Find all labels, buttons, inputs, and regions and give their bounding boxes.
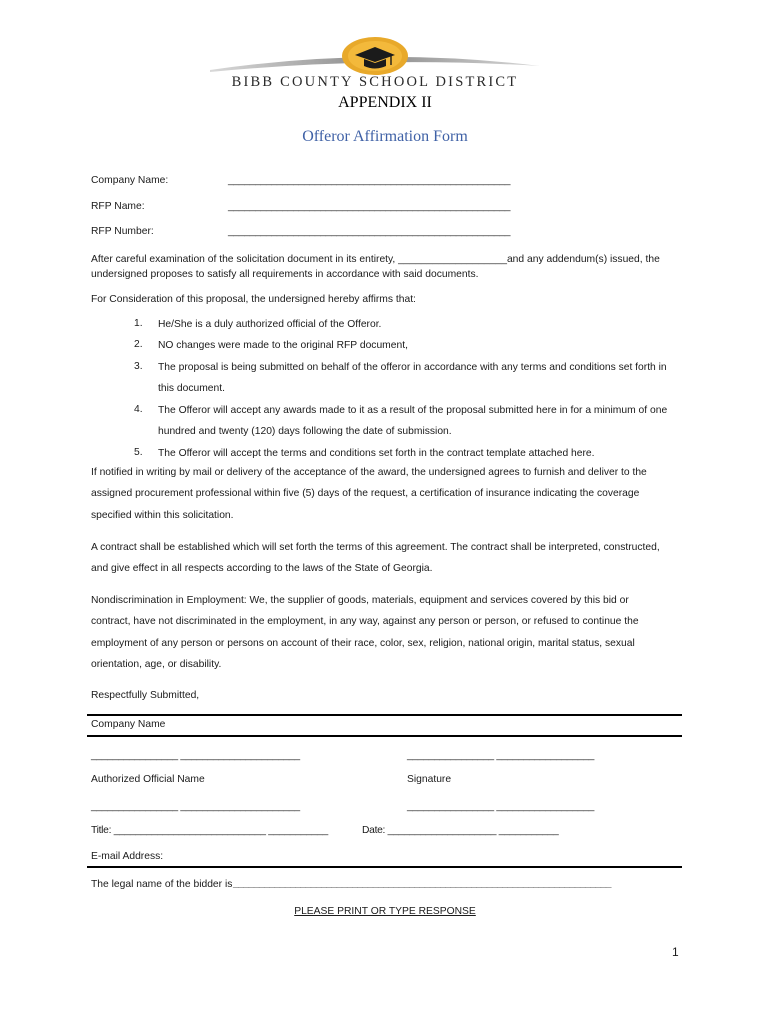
nondiscrimination-paragraph — [91, 590, 691, 675]
signature-field-2[interactable]: ________________ __________________ — [407, 801, 595, 812]
rfp-name-field[interactable]: ____________________________________________________ — [228, 201, 511, 212]
examination-line-2: undersigned proposes to satisfy all requirements in accordance with said documents. — [91, 269, 479, 280]
consideration-paragraph: For Consideration of this proposal, the undersigned hereby affirms that: — [91, 294, 416, 305]
email-field-rule[interactable] — [87, 866, 682, 868]
item-number: 3. — [134, 361, 143, 372]
authorized-official-field-2[interactable]: ________________ ______________________ — [91, 801, 300, 812]
paragraph-line: Nondiscrimination in Employment: We, the supplier of goods, materials, equipment and services covered by this bid or — [91, 595, 629, 606]
item-text — [158, 400, 693, 443]
paragraph-line: and give effect in all respects according to the laws of the State of Georgia. — [91, 563, 433, 575]
contract-paragraph — [91, 537, 691, 580]
company-name-label: Company Name: — [91, 175, 169, 186]
rfp-number-label: RFP Number: — [91, 226, 154, 237]
company-name-field[interactable]: ____________________________________________________ — [228, 175, 511, 186]
email-label: E-mail Address: — [91, 851, 164, 862]
district-name: BIBB COUNTY SCHOOL DISTRICT — [231, 74, 519, 90]
paragraph-line: employment of any person or persons on account of their race, color, sex, religion, national origin, marital status, sexual — [91, 637, 635, 649]
rfp-name-label: RFP Name: — [91, 201, 145, 212]
authorized-official-field[interactable]: ________________ ______________________ — [91, 750, 300, 761]
signature-label: Signature — [407, 774, 452, 785]
item-number: 5. — [134, 447, 143, 458]
title-field[interactable]: Title: ____________________________ ___________ — [91, 825, 328, 836]
authorized-official-label: Authorized Official Name — [91, 774, 205, 785]
item-text-line: this document. — [158, 383, 225, 395]
legal-name-field[interactable]: _________________________________________________________________________ — [233, 878, 611, 889]
item-number: 2. — [134, 339, 143, 350]
examination-line-1: After careful examination of the solicitation document in its entirety, ___________________and any addendum(s) issued, the — [91, 254, 660, 265]
item-text: NO changes were made to the original RFP document, — [158, 340, 408, 351]
examination-paragraph — [91, 252, 681, 282]
form-title: Offeror Affirmation Form — [302, 128, 468, 145]
notification-paragraph — [91, 462, 691, 526]
item-text-line: The Offeror will accept any awards made to it as a result of the proposal submitted here in for a minimum of one — [158, 405, 668, 416]
item-text — [158, 357, 693, 400]
appendix-heading: APPENDIX II — [338, 94, 432, 111]
print-notice: PLEASE PRINT OR TYPE RESPONSE — [294, 906, 476, 917]
item-text-line: hundred and twenty (120) days following the date of submission. — [158, 426, 452, 438]
item-text: He/She is a duly authorized official of the Offeror. — [158, 319, 382, 330]
company-name-underline[interactable] — [87, 735, 682, 737]
item-text: The Offeror will accept the terms and conditions set forth in the contract template attached here. — [158, 448, 595, 459]
paragraph-line: If notified in writing by mail or delivery of the acceptance of the award, the undersigned agrees to furnish and deliver to the — [91, 467, 647, 478]
respectfully-submitted: Respectfully Submitted, — [91, 690, 200, 701]
paragraph-line: A contract shall be established which will set forth the terms of this agreement. The contract shall be interpreted, constructed, — [91, 542, 660, 553]
paragraph-line: assigned procurement professional within five (5) days of the request, a certification of insurance indicating the coverage — [91, 488, 640, 500]
paragraph-line: orientation, age, or disability. — [91, 658, 222, 670]
item-number: 4. — [134, 404, 143, 415]
rfp-number-field[interactable]: ____________________________________________________ — [228, 226, 511, 237]
company-name-rule — [87, 714, 682, 716]
date-field[interactable]: Date: ____________________ ___________ — [362, 825, 559, 836]
company-name-sign-label: Company Name — [91, 719, 166, 730]
page-number: 1 — [672, 945, 679, 959]
legal-name-label: The legal name of the bidder is — [91, 879, 233, 890]
paragraph-line: specified within this solicitation. — [91, 509, 234, 521]
signature-field[interactable]: ________________ __________________ — [407, 750, 595, 761]
item-number: 1. — [134, 318, 143, 329]
item-text-line: The proposal is being submitted on behalf of the offeror in accordance with any terms and conditions set forth in — [158, 362, 667, 373]
paragraph-line: contract, have not discriminated in the employment, in any way, against any person or person, or refused to continue the — [91, 616, 639, 628]
